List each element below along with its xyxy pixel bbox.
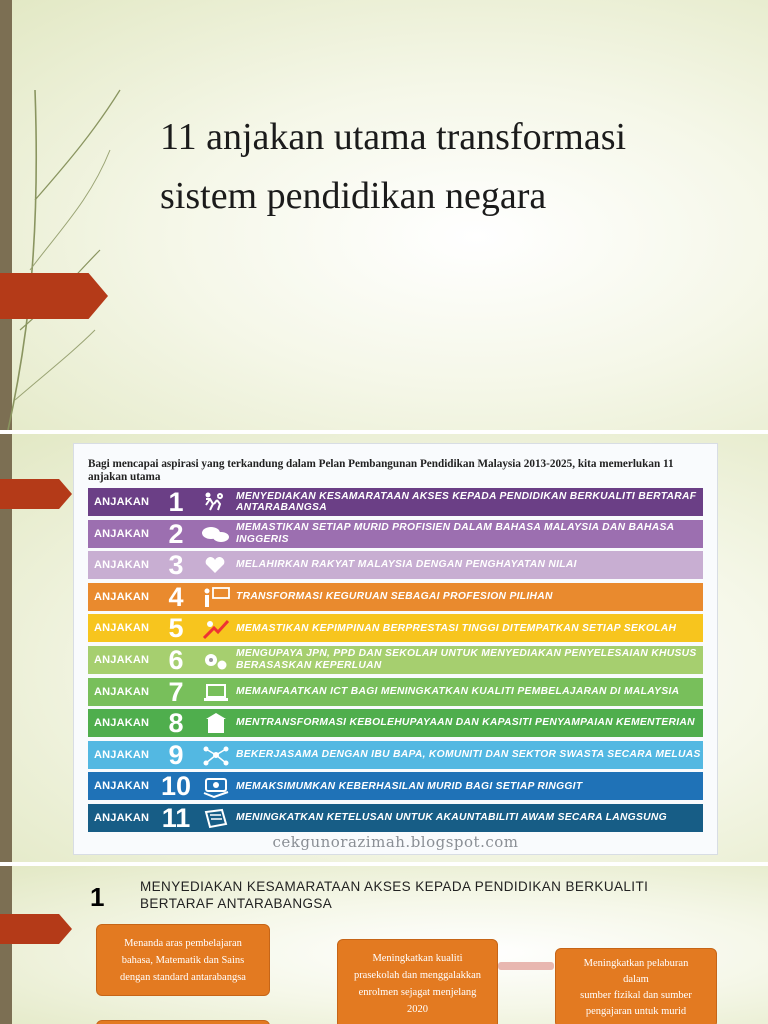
anjakan-label: ANJAKAN (94, 590, 150, 603)
anjakan-row-number: 9 (168, 740, 184, 769)
investment-line-2: dalam (623, 974, 649, 985)
title-line-1: 11 anjakan utama transformasi (160, 116, 627, 158)
preschool-line-4: 2020 (407, 1004, 428, 1015)
blog-watermark: cekgunorazimah.blogspot.com (272, 833, 519, 851)
anjakan-row-text: MELAHIRKAN RAKYAT MALAYSIA DENGAN PENGHAYATAN NILAI (236, 559, 577, 571)
investment-line-4: pengajaran untuk murid (585, 1006, 687, 1017)
red-arrow-marker (0, 914, 72, 944)
anjakan-row-number: 7 (168, 677, 184, 706)
investment-box (555, 948, 717, 1024)
anjakan-row-number: 11 (161, 803, 191, 832)
anjakan-row-text: MEMAKSIMUMKAN KEBERHASILAN MURID BAGI SETIAP RINGGIT (236, 780, 583, 792)
anjakan-row (88, 709, 703, 737)
money-hand-icon (199, 773, 233, 799)
anjakan-row-number: 3 (168, 551, 184, 580)
anjakan-row (88, 583, 703, 611)
building-icon (199, 710, 233, 736)
anjakan-row-number: 2 (168, 519, 184, 548)
slide-anjakan-1 (0, 866, 768, 1024)
anjakan-row (88, 741, 703, 769)
preschool-box (337, 939, 498, 1024)
document-icon (199, 805, 233, 831)
leader-arrow-icon (199, 615, 233, 641)
runners-icon (199, 489, 233, 515)
slide-infographic (0, 434, 768, 862)
preschool-line-3: enrolmen sejagat menjelang (358, 987, 477, 998)
anjakan-row-number: 6 (168, 645, 184, 674)
anjakan-label: ANJAKAN (94, 780, 150, 793)
network-icon (199, 742, 233, 768)
benchmark-line-1: Menanda aras pembelajaran (124, 937, 242, 949)
anjakan-row-text: MENYEDIAKAN KESAMARATAAN AKSES KEPADA PENDIDIKAN BERKUALITI BERTARAF ANTARABANGSA (236, 490, 697, 513)
anjakan-row-text: MENGUPAYA JPN, PPD DAN SEKOLAH UNTUK MENYEDIAKAN PENYELESAIAN KHUSUS BERASASKAN KEPERLUAN (236, 648, 697, 671)
infographic-header: Bagi mencapai aspirasi yang terkandung dalam Pelan Pembangunan Pendidikan Malaysia 2013-2025, kita memerlukan 11 anjakan utama (88, 458, 674, 483)
preschool-line-1: Meningkatkan kualiti (372, 953, 463, 964)
anjakan-row (88, 804, 703, 832)
anjakan-row-number: 5 (168, 614, 184, 643)
left-accent-bar (0, 866, 12, 1024)
anjakan-row-number: 10 (160, 772, 192, 801)
anjakan-row-number: 1 (168, 488, 184, 516)
anjakan-label: ANJAKAN (94, 496, 150, 508)
anjakan-label: ANJAKAN (94, 559, 150, 572)
vine-decoration (0, 0, 160, 430)
red-arrow-marker (0, 479, 72, 509)
anjakan-row (88, 551, 703, 579)
anjakan-row (88, 488, 703, 516)
anjakan-number: 1 (90, 882, 105, 912)
anjakan-label: ANJAKAN (94, 527, 150, 540)
box-connector (498, 962, 554, 970)
slide-title (0, 0, 768, 430)
anjakan-row-text: MEMASTIKAN SETIAP MURID PROFISIEN DALAM BAHASA MALAYSIA DAN BAHASA INGGERIS (236, 522, 674, 545)
anjakan-row (88, 614, 703, 642)
anjakan-row (88, 646, 703, 674)
anjakan-row-text: BEKERJASAMA DENGAN IBU BAPA, KOMUNITI DAN SEKTOR SWASTA SECARA MELUAS (236, 749, 701, 760)
heart-hands-icon (199, 552, 233, 578)
anjakan-row-text: TRANSFORMASI KEGURUAN SEBAGAI PROFESION PILIHAN (236, 591, 553, 603)
anjakan-row-number: 4 (168, 582, 184, 611)
slide-title-text (160, 108, 750, 226)
infographic-panel (73, 443, 718, 855)
anjakan-list (88, 488, 703, 836)
laptop-icon (199, 679, 233, 705)
anjakan-row-text: MEMANFAATKAN ICT BAGI MENINGKATKAN KUALITI PEMBELAJARAN DI MALAYSIA (236, 685, 680, 697)
anjakan-row (88, 678, 703, 706)
benchmark-line-3: dengan standard antarabangsa (120, 971, 246, 983)
next-box-partial (96, 1020, 270, 1024)
speech-bubbles-icon (199, 521, 233, 547)
gears-icon (199, 647, 233, 673)
anjakan-label: ANJAKAN (94, 622, 150, 635)
anjakan-row (88, 772, 703, 800)
teacher-board-icon (199, 584, 233, 610)
red-arrow-marker (0, 273, 108, 319)
anjakan-label: ANJAKAN (94, 748, 150, 761)
benchmark-box (96, 924, 270, 996)
anjakan-label: ANJAKAN (94, 717, 150, 730)
anjakan-row-number: 8 (168, 709, 184, 738)
title-line-2: sistem pendidikan negara (160, 174, 547, 217)
anjakan-label: ANJAKAN (94, 685, 150, 698)
anjakan-row-text: MENTRANSFORMASI KEBOLEHUPAYAAN DAN KAPASITI PENYAMPAIAN KEMENTERIAN (236, 717, 695, 729)
anjakan-row-text: MENINGKATKAN KETELUSAN UNTUK AKAUNTABILITI AWAM SECARA LANGSUNG (236, 812, 667, 824)
anjakan-label: ANJAKAN (94, 653, 150, 666)
benchmark-line-2: bahasa, Matematik dan Sains (121, 954, 245, 966)
anjakan-label: ANJAKAN (94, 811, 150, 824)
investment-line-3: sumber fizikal dan sumber (580, 990, 692, 1001)
investment-line-1: Meningkatkan pelaburan (583, 958, 689, 969)
anjakan-heading: MENYEDIAKAN KESAMARATAAN AKSES KEPADA PENDIDIKAN BERKUALITI BERTARAF ANTARABANGSA (140, 879, 649, 911)
anjakan-row-text: MEMASTIKAN KEPIMPINAN BERPRESTASI TINGGI DITEMPATKAN SETIAP SEKOLAH (236, 622, 677, 634)
anjakan-row (88, 520, 703, 548)
preschool-line-2: prasekolah dan menggalakkan (353, 970, 482, 981)
